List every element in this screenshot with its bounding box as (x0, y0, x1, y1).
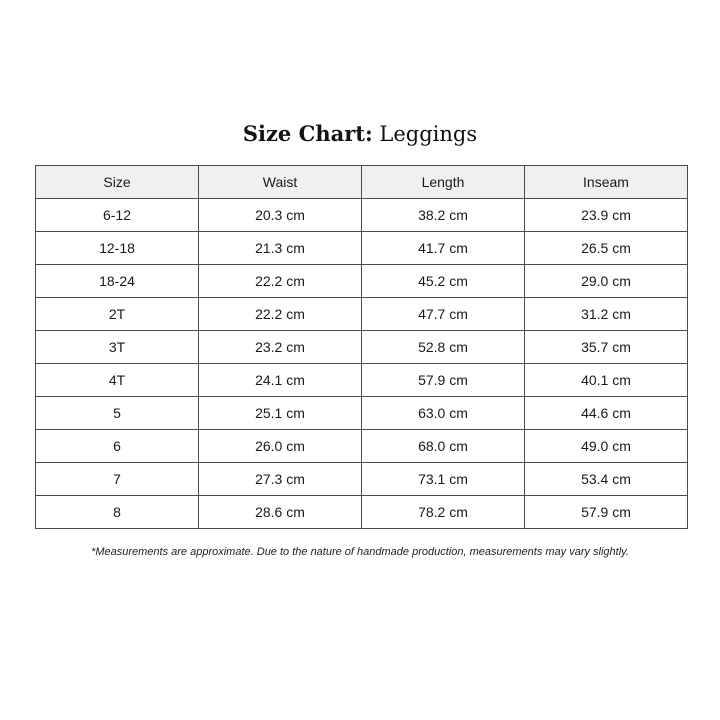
size-chart-table (35, 165, 688, 529)
header-size: Size (36, 166, 199, 199)
cell-inseam: 53.4 cm (525, 463, 688, 496)
cell-size: 12-18 (36, 232, 199, 265)
cell-inseam: 49.0 cm (525, 430, 688, 463)
cell-size: 8 (36, 496, 199, 529)
cell-length: 78.2 cm (362, 496, 525, 529)
table-row (36, 298, 688, 331)
table-row (36, 265, 688, 298)
header-inseam: Inseam (525, 166, 688, 199)
cell-length: 41.7 cm (362, 232, 525, 265)
cell-length: 57.9 cm (362, 364, 525, 397)
cell-waist: 22.2 cm (199, 265, 362, 298)
cell-length: 38.2 cm (362, 199, 525, 232)
cell-length: 73.1 cm (362, 463, 525, 496)
table-row (36, 232, 688, 265)
cell-waist: 25.1 cm (199, 397, 362, 430)
cell-length: 45.2 cm (362, 265, 525, 298)
table-row (36, 199, 688, 232)
cell-waist: 27.3 cm (199, 463, 362, 496)
table-row (36, 430, 688, 463)
page-title (0, 118, 720, 150)
cell-size: 6-12 (36, 199, 199, 232)
cell-length: 68.0 cm (362, 430, 525, 463)
cell-inseam: 44.6 cm (525, 397, 688, 430)
cell-waist: 22.2 cm (199, 298, 362, 331)
cell-size: 3T (36, 331, 199, 364)
cell-size: 4T (36, 364, 199, 397)
header-length: Length (362, 166, 525, 199)
cell-length: 52.8 cm (362, 331, 525, 364)
cell-waist: 26.0 cm (199, 430, 362, 463)
table-row (36, 364, 688, 397)
cell-inseam: 57.9 cm (525, 496, 688, 529)
cell-size: 7 (36, 463, 199, 496)
cell-size: 2T (36, 298, 199, 331)
cell-inseam: 31.2 cm (525, 298, 688, 331)
cell-waist: 28.6 cm (199, 496, 362, 529)
cell-size: 5 (36, 397, 199, 430)
cell-inseam: 35.7 cm (525, 331, 688, 364)
cell-inseam: 29.0 cm (525, 265, 688, 298)
table-row (36, 331, 688, 364)
table-header-row (36, 166, 688, 199)
table-row (36, 397, 688, 430)
cell-inseam: 23.9 cm (525, 199, 688, 232)
cell-size: 6 (36, 430, 199, 463)
cell-waist: 24.1 cm (199, 364, 362, 397)
cell-waist: 21.3 cm (199, 232, 362, 265)
cell-waist: 20.3 cm (199, 199, 362, 232)
cell-length: 47.7 cm (362, 298, 525, 331)
title-product: Leggings (379, 122, 478, 146)
cell-inseam: 26.5 cm (525, 232, 688, 265)
cell-waist: 23.2 cm (199, 331, 362, 364)
cell-length: 63.0 cm (362, 397, 525, 430)
cell-size: 18-24 (36, 265, 199, 298)
cell-inseam: 40.1 cm (525, 364, 688, 397)
header-waist: Waist (199, 166, 362, 199)
table-row (36, 463, 688, 496)
title-prefix: Size Chart: (242, 121, 373, 146)
measurement-disclaimer: *Measurements are approximate. Due to the nature of handmade production, measurements may vary slightly. (91, 546, 629, 558)
table-row (36, 496, 688, 529)
